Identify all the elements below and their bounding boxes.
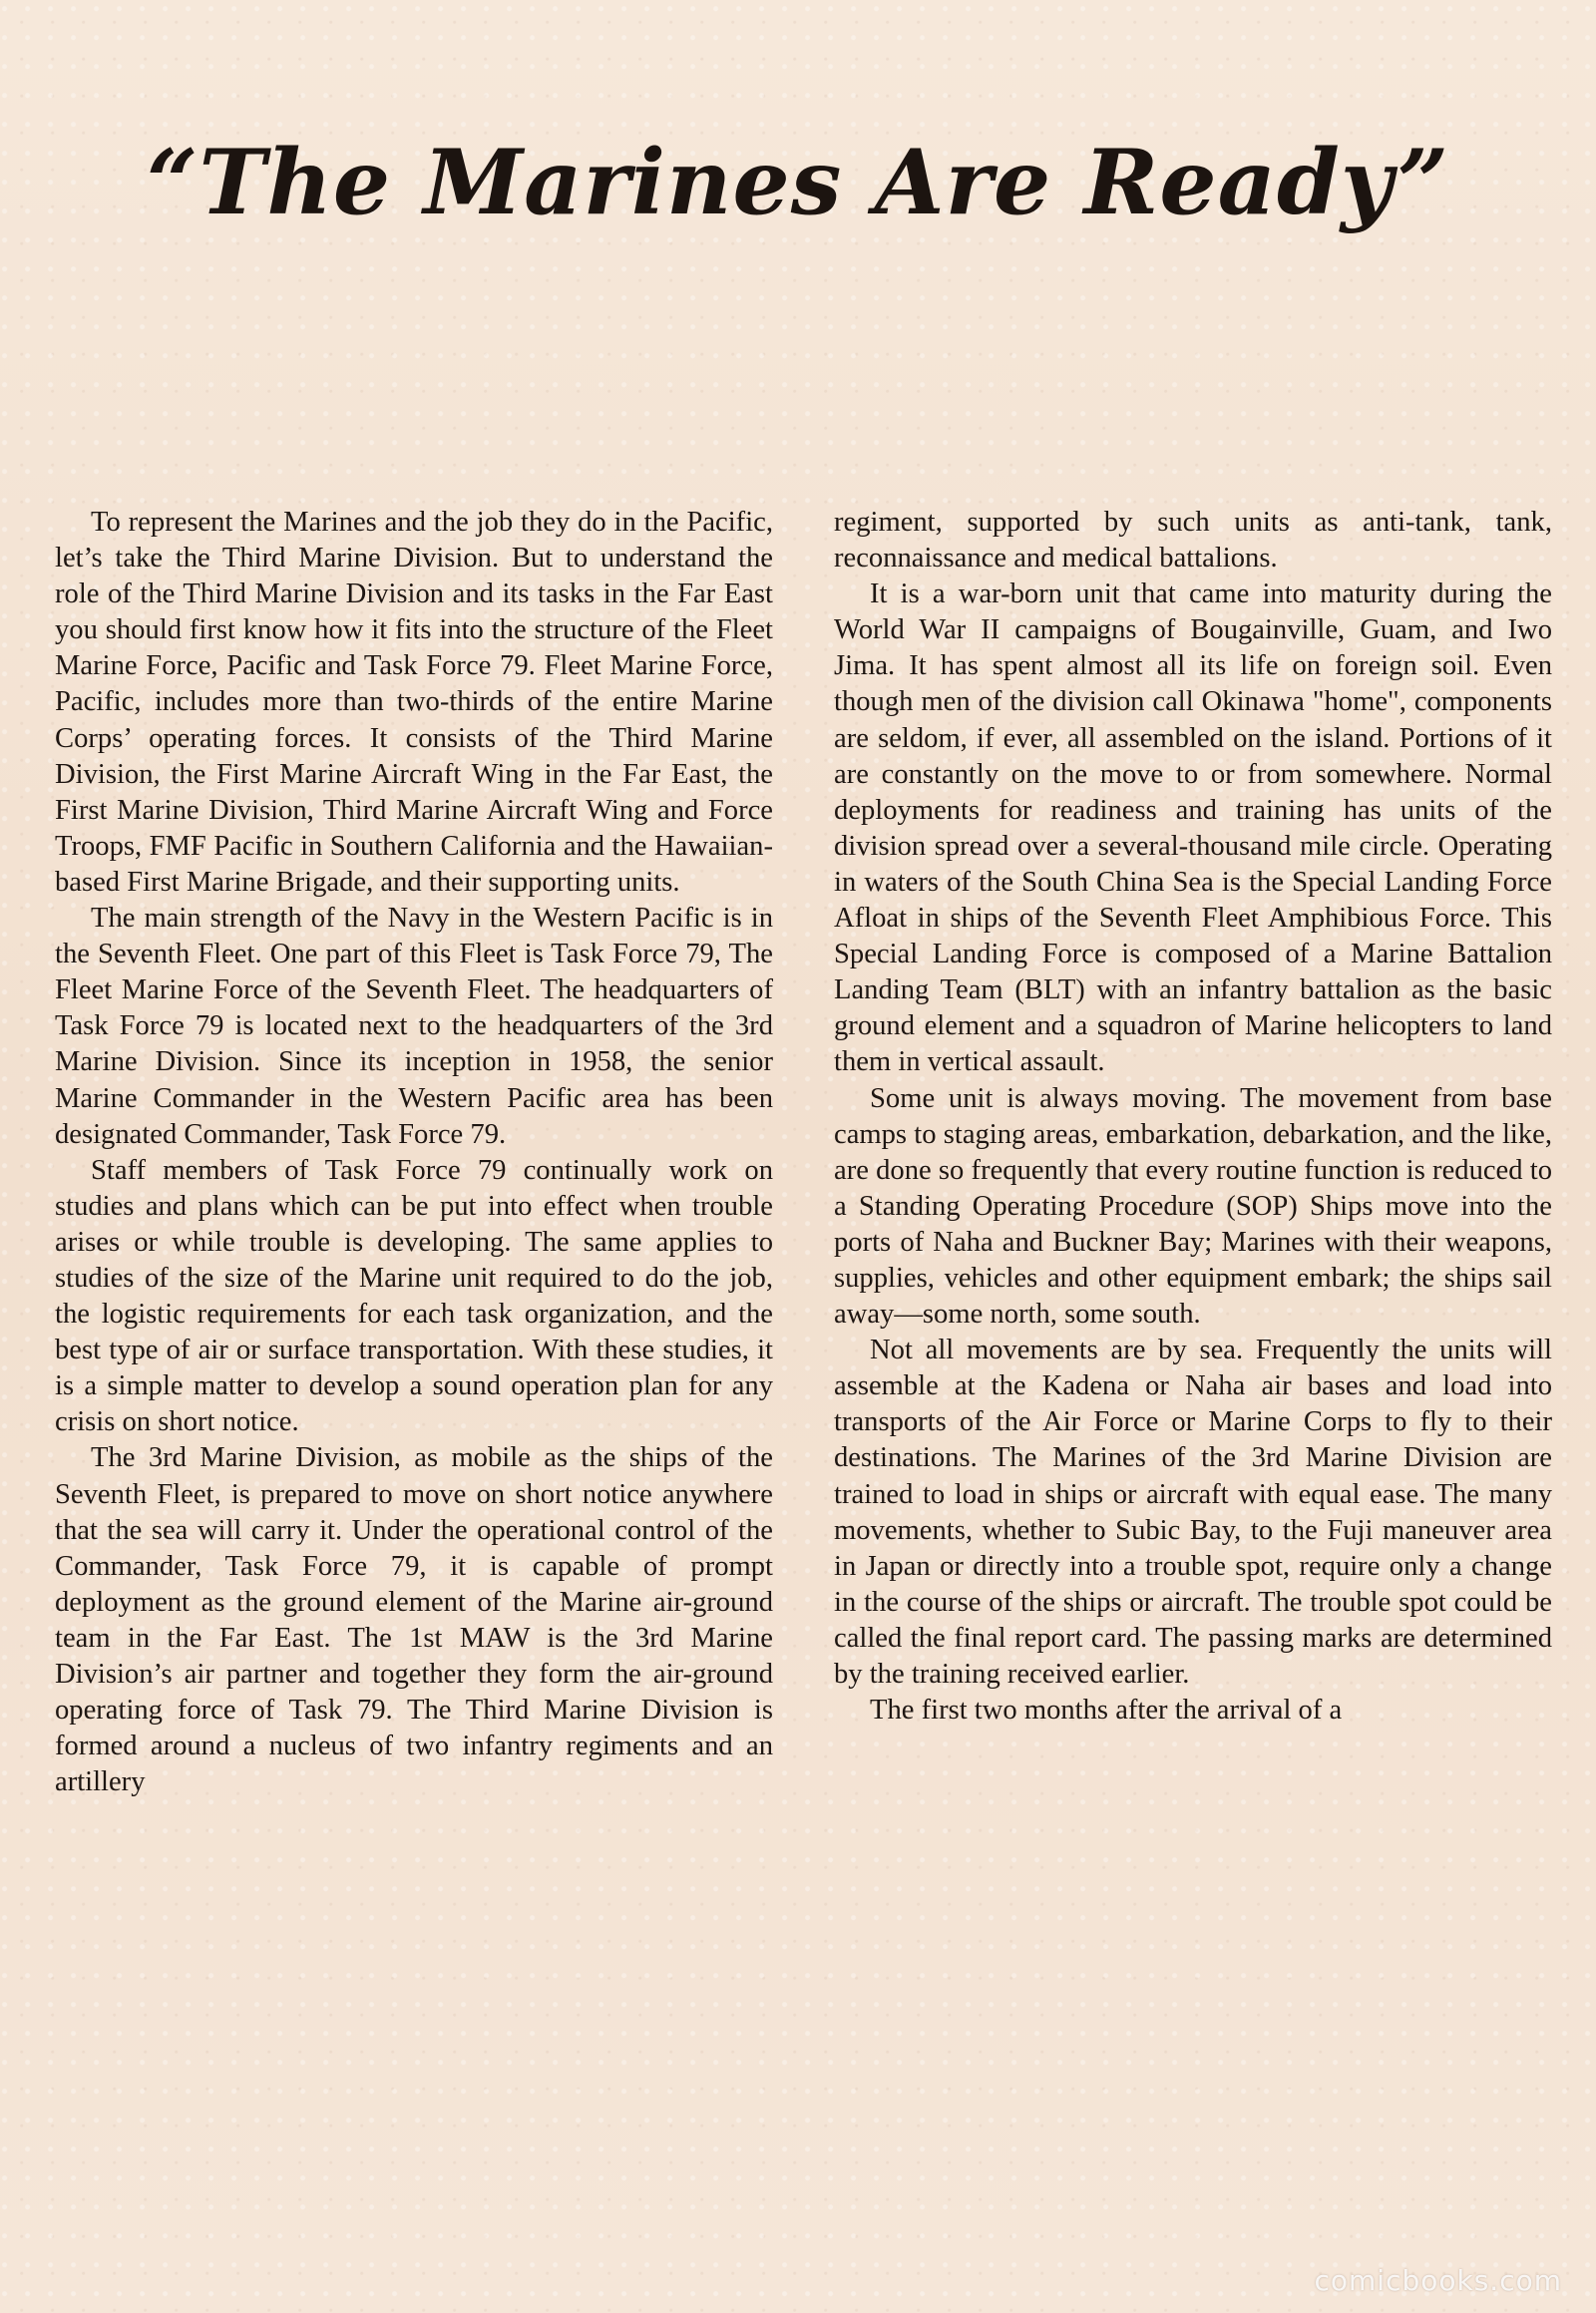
page-title: “The Marines Are Ready” [146,130,1450,235]
paragraph: It is a war-born unit that came into maturity during the World War II campaigns of Bougainville, Guam, and Iwo Jima. It has spent almost all its life on foreign soil. Even though men of the division call Okinawa "home", components are seldom, if ever, all assembled on the island. Portions of it are constantly on the move to or from somewhere. Normal deployments for readiness and training has units of the division spread over a several-thousand mile circle. Operating in waters of the South China Sea is the Special Landing Force Afloat in ships of the Seventh Fleet Amphibious Force. This Special Landing Force is composed of a Marine Battalion Landing Team (BLT) with an infantry battalion as the basic ground element and a squadron of Marine helicopters to land them in vertical assault. [834,578,1552,1078]
paragraph: Not all movements are by sea. Frequently the units will assemble at the Kadena or Naha air bases and load into transports of the Air Force or Marine Corps to fly to their destinations. The Marines of the 3rd Marine Division are trained to load in ships or aircraft with equal ease. The many movements, whether to Subic Bay, to the Fuji maneuver area in Japan or directly into a trouble spot, require only a change in the course of the ships or aircraft. The trouble spot could be called the final report card. The passing marks are determined by the training received earlier. [834,1335,1552,1690]
paragraph: regiment, supported by such units as anti-tank, tank, reconnaissance and medical battalions. [834,507,1552,575]
paragraph: Some unit is always moving. The movement from base camps to staging areas, embarkation, debarkation, and the like, are done so frequently that every routine function is reduced to a Standing Operating Procedure (SOP) Ships move into the ports of Naha and Buckner Bay; Marines with their weapons, supplies, vehicles and other equipment embark; the ships sail away—some north, some south. [834,1082,1552,1331]
paragraph: To represent the Marines and the job they do in the Pacific, let’s take the Third Marine Division. But to understand the role of the Third Marine Division and its tasks in the Far East you should first know how it fits into the structure of the Fleet Marine Force, Pacific and Task Force 79. Fleet Marine Force, Pacific, includes more than two-thirds of the entire Marine Corps’ operating forces. It consists of the Third Marine Division, the First Marine Aircraft Wing in the Far East, the First Marine Division, Third Marine Aircraft Wing and Force Troops, FMF Pacific in Southern California and the Hawaiian-based First Marine Brigade, and their supporting units. [55,507,773,898]
paragraph: The main strength of the Navy in the Western Pacific is in the Seventh Fleet. One part of this Fleet is Task Force 79, The Fleet Marine Force of the Seventh Fleet. The headquarters of Task Force 79 is located next to the headquarters of the 3rd Marine Division. Since its inception in 1958, the senior Marine Commander in the Western Pacific area has been designated Commander, Task Force 79. [55,903,773,1150]
left-column [55,505,773,1800]
paragraph: The 3rd Marine Division, as mobile as the ships of the Seventh Fleet, is prepared to move on short notice anywhere that the sea will carry it. Under the operational control of the Commander, Task Force 79, it is capable of prompt deployment as the ground element of the Marine air-ground team in the Far East. The 1st MAW is the 3rd Marine Division’s air partner and together they form the air-ground operating force of Task 79. The Third Marine Division is formed around a nucleus of two infantry regiments and an artillery [55,1442,773,1798]
right-column [834,505,1552,1729]
paragraph: The first two months after the arrival of a [870,1695,1343,1727]
watermark-text: comicbooks.com [1314,2264,1562,2297]
paragraph: Staff members of Task Force 79 continually work on studies and plans which can be put into effect when trouble arises or while trouble is developing. The same applies to studies of the size of the Marine unit required to do the job, the logistic requirements for each task organization, and the best type of air or surface transportation. With these studies, it is a simple matter to develop a sound operation plan for any crisis on short notice. [55,1154,773,1438]
